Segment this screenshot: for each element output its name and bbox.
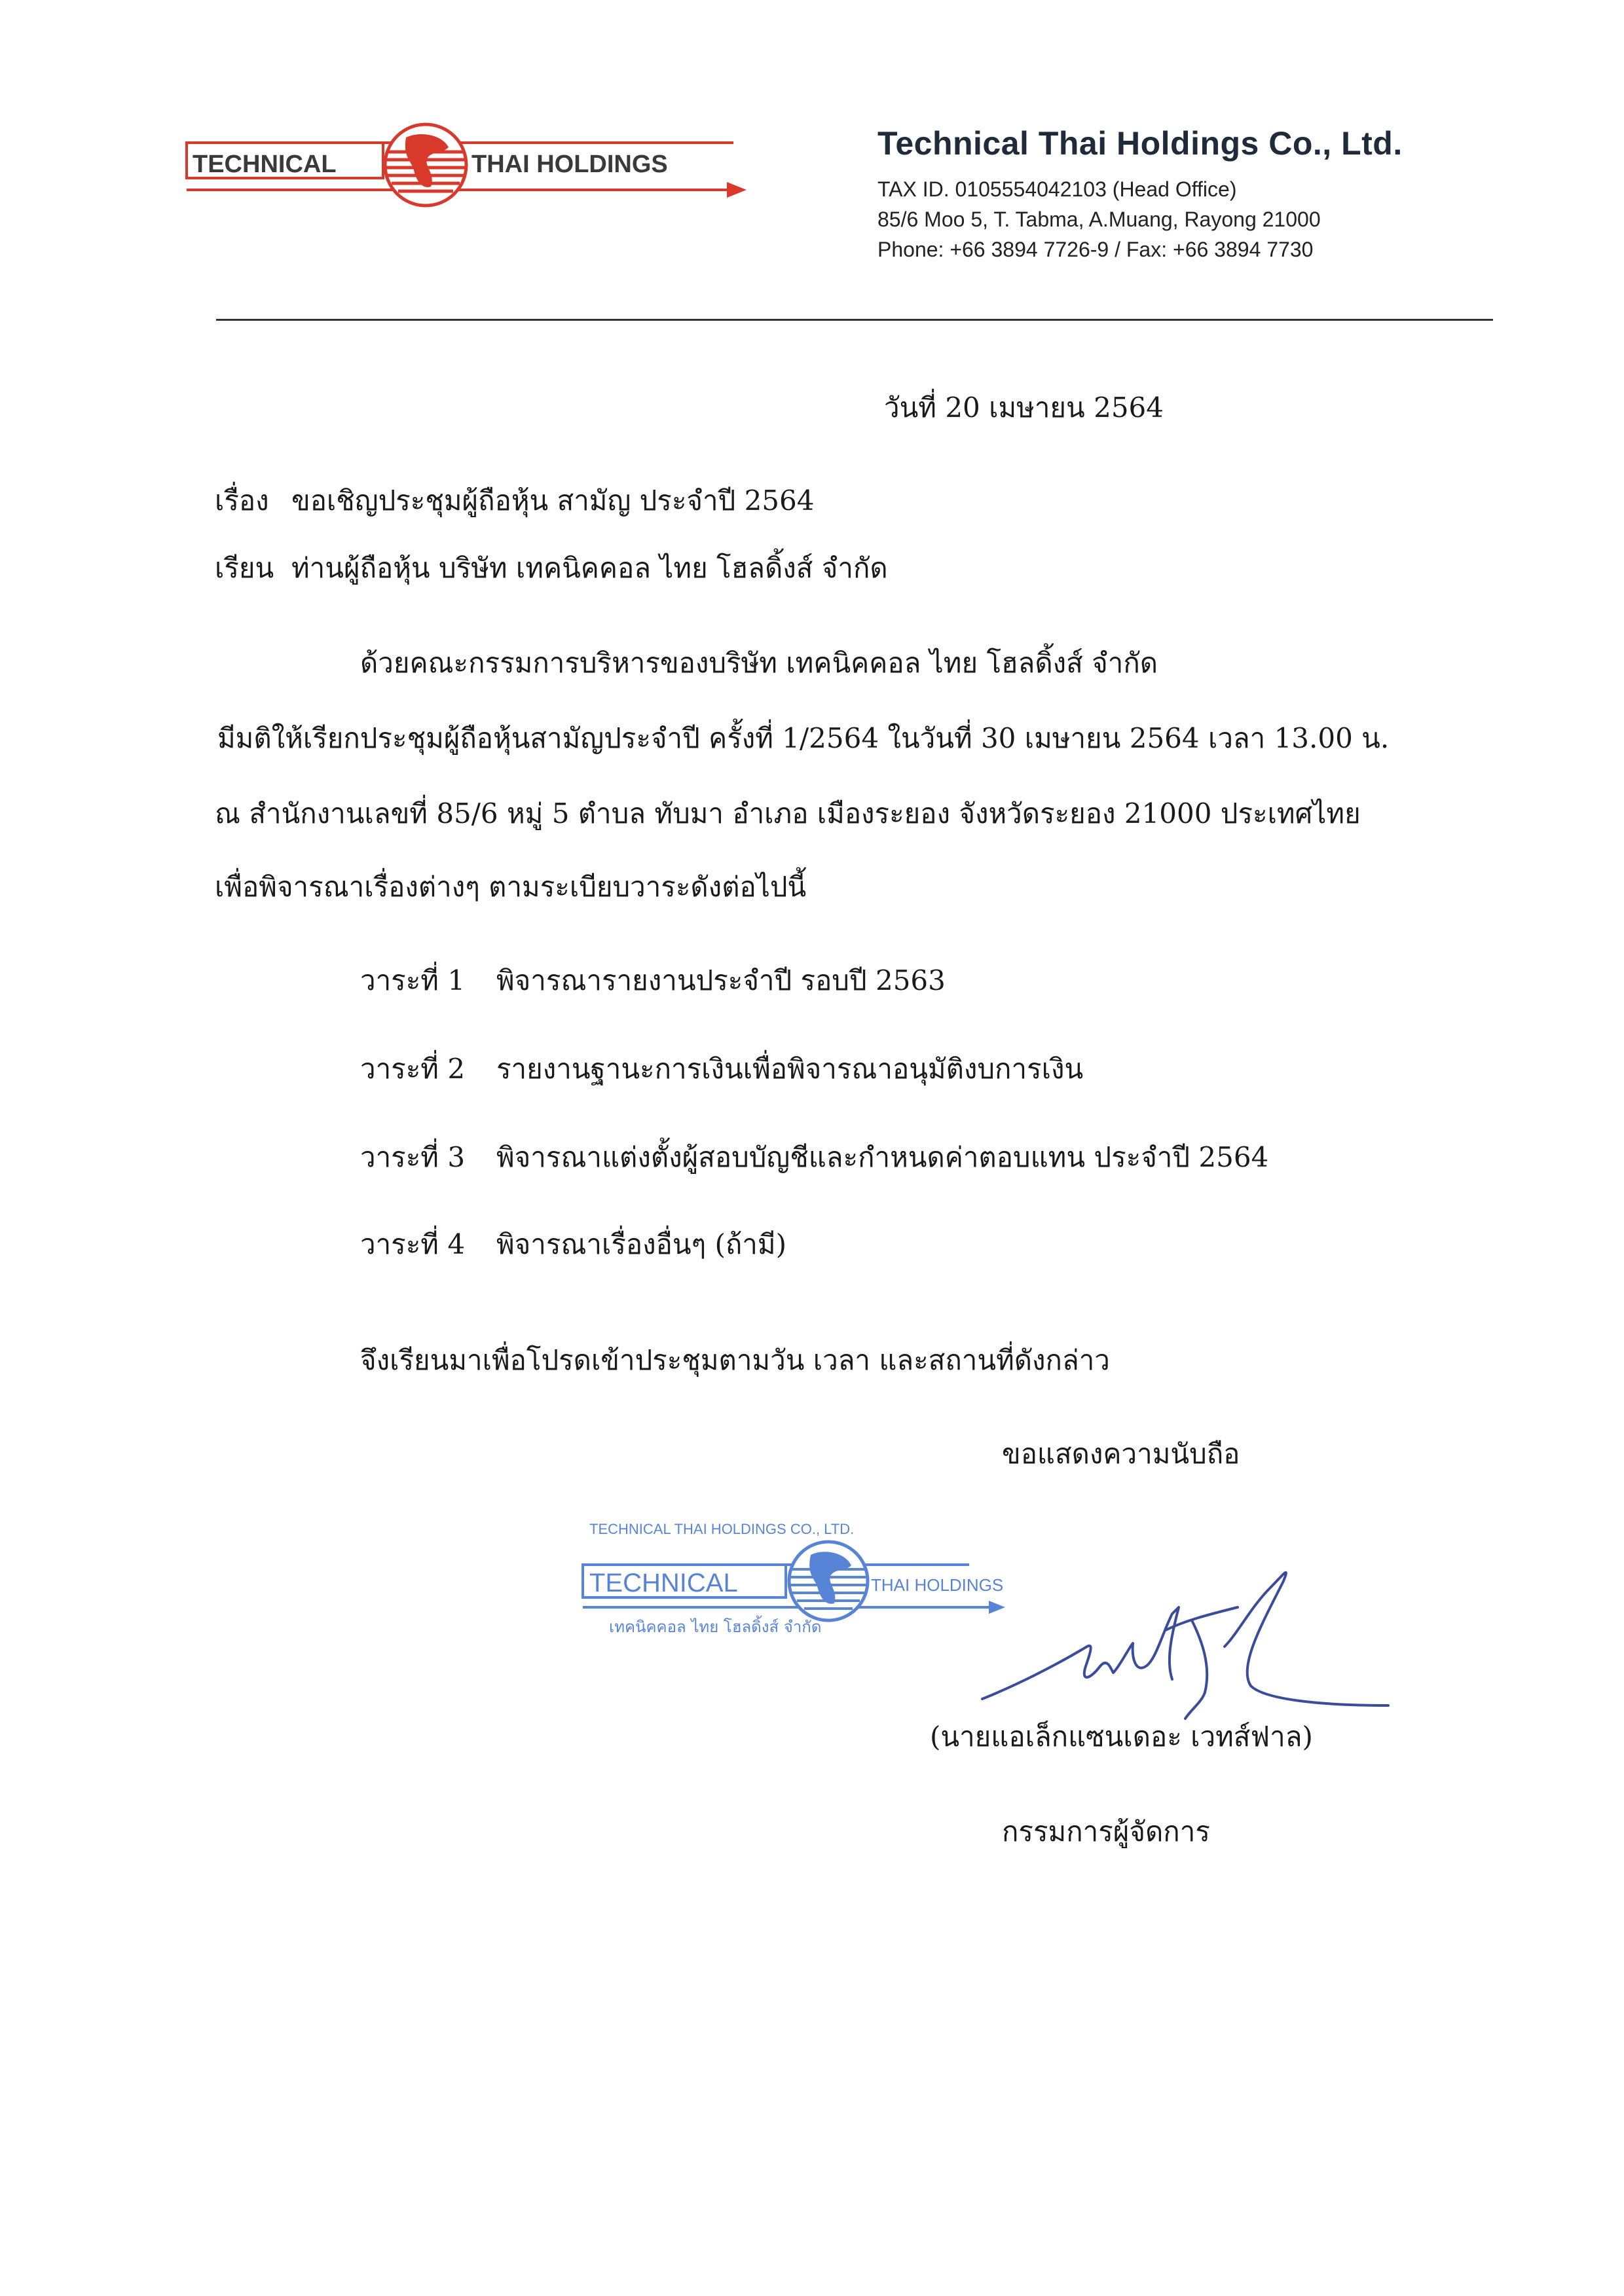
- stamp-top-text: TECHNICAL THAI HOLDINGS CO., LTD.: [589, 1521, 855, 1537]
- body-paragraph-line: มีมติให้เรียกประชุมผู้ถือหุ้นสามัญประจำปี ครั้งที่ 1/2564 ในวันที่ 30 เมษายน 2564 เวลา 13.00 น.: [217, 722, 1390, 754]
- tax-id: TAX ID. 0105554042103 (Head Office): [877, 177, 1237, 201]
- agenda-item-label: วาระที่ 3: [360, 1141, 466, 1173]
- agenda-item-label: วาระที่ 2: [360, 1053, 466, 1085]
- subject-text: ขอเชิญประชุมผู้ถือหุ้น สามัญ ประจำปี 2564: [291, 484, 815, 517]
- recipient-label: เรียน: [215, 552, 274, 584]
- stamp-right-word: THAI HOLDINGS: [871, 1575, 1004, 1595]
- body-paragraph-line: ณ สำนักงานเลขที่ 85/6 หมู่ 5 ตำบล ทับมา อำเภอ เมืองระยอง จังหวัดระยอง 21000 ประเทศไทย: [215, 797, 1361, 829]
- company-info: [877, 124, 1403, 264]
- company-stamp: [570, 1509, 1041, 1660]
- letter-date: วันที่ 20 เมษายน 2564: [884, 392, 1164, 424]
- agenda-item-text: พิจารณาเรื่องอื่นๆ (ถ้ามี): [496, 1228, 786, 1260]
- stamp-left-word: TECHNICAL: [589, 1569, 738, 1597]
- stamp-bottom-text: เทคนิคคอล ไทย โฮลดิ้งส์ จำกัด: [609, 1618, 822, 1636]
- signer-name: (นายแอเล็กแซนเดอะ เวทส์ฟาล): [930, 1721, 1313, 1753]
- signature: [976, 1568, 1395, 1738]
- subject-label: เรื่อง: [215, 484, 269, 517]
- agenda-item-text: พิจารณาแต่งตั้งผู้สอบบัญชีและกำหนดค่าตอบแทน ประจำปี 2564: [496, 1141, 1269, 1173]
- closing-sentence: จึงเรียนมาเพื่อโปรดเข้าประชุมตามวัน เวลา และสถานที่ดังกล่าว: [360, 1344, 1110, 1376]
- signer-title: กรรมการผู้จัดการ: [1002, 1815, 1210, 1848]
- complimentary-close: ขอแสดงความนับถือ: [1002, 1438, 1240, 1470]
- agenda-item-text: รายงานฐานะการเงินเพื่อพิจารณาอนุมัติงบการเงิน: [496, 1053, 1084, 1085]
- agenda-item-label: วาระที่ 1: [360, 964, 466, 996]
- agenda-item-label: วาระที่ 4: [360, 1228, 466, 1260]
- company-logo: [183, 118, 747, 216]
- company-address: 85/6 Moo 5, T. Tabma, A.Muang, Rayong 21000: [877, 208, 1321, 231]
- header-divider: [216, 319, 1493, 321]
- company-phone: Phone: +66 3894 7726-9 / Fax: +66 3894 7730: [877, 238, 1314, 261]
- stamp-globe-icon: [789, 1542, 868, 1620]
- logo-right-word: THAI HOLDINGS: [471, 151, 668, 178]
- body-paragraph-line: ด้วยคณะกรรมการบริหารของบริษัท เทคนิคคอล ไทย โฮลดิ้งส์ จำกัด: [360, 647, 1158, 679]
- recipient-text: ท่านผู้ถือหุ้น บริษัท เทคนิคคอล ไทย โฮลดิ้งส์ จำกัด: [291, 552, 888, 584]
- logo-left-word: TECHNICAL: [193, 151, 337, 178]
- globe-icon: [385, 124, 466, 206]
- company-name: Technical Thai Holdings Co., Ltd.: [877, 125, 1403, 162]
- body-paragraph-line: เพื่อพิจารณาเรื่องต่างๆ ตามระเบียบวาระดังต่อไปนี้: [215, 871, 807, 903]
- agenda-item-text: พิจารณารายงานประจำปี รอบปี 2563: [496, 964, 946, 996]
